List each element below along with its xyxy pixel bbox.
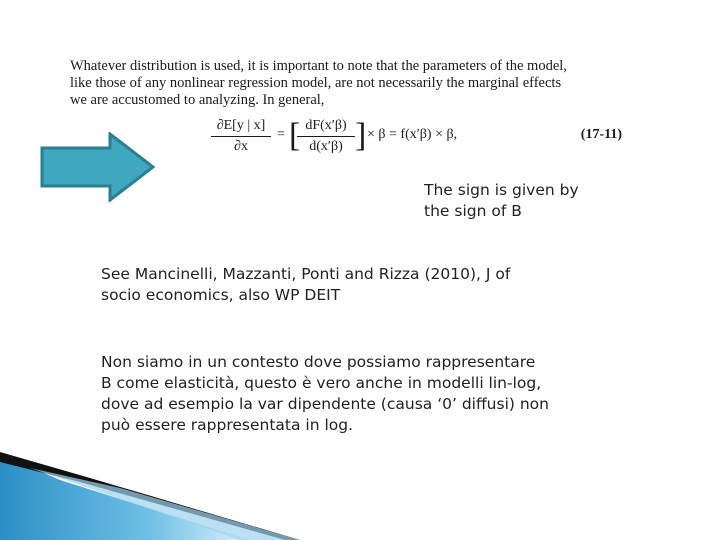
sign-note-line-2: the sign of B	[424, 202, 522, 220]
note-line-4: può essere rappresentata in log.	[101, 416, 354, 434]
equals-sign: =	[277, 127, 285, 142]
reference-text	[101, 264, 621, 306]
equation-rest: × β = f(x′β) × β,	[367, 127, 458, 142]
italian-note	[101, 352, 621, 436]
reference-line-1: See Mancinelli, Mazzanti, Ponti and Rizza (2010), J of	[101, 265, 511, 283]
rhs-denominator: d(x′β)	[309, 139, 343, 154]
textbook-excerpt	[70, 58, 630, 109]
right-arrow-icon	[40, 132, 156, 202]
excerpt-line-3: we are accustomed to analyzing. In general,	[70, 92, 325, 108]
note-line-2: B come elasticità, questo è vero anche in modelli lin-log,	[101, 374, 542, 392]
left-bracket: [	[289, 117, 301, 154]
sign-note	[424, 180, 624, 222]
lhs-numerator: ∂E[y | x]	[211, 118, 271, 137]
note-line-3: dove ad esempio la var dipendente (causa ‘0’ diffusi) non	[101, 395, 549, 413]
reference-line-2: socio economics, also WP DEIT	[101, 286, 341, 304]
right-bracket: ]	[355, 117, 367, 154]
decorative-corner-swoosh	[0, 440, 720, 540]
rhs-numerator: dF(x′β)	[297, 118, 355, 137]
lhs-denominator: ∂x	[234, 139, 248, 154]
sign-note-line-1: The sign is given by	[424, 181, 579, 199]
excerpt-line-2: like those of any nonlinear regression model, are not necessarily the marginal effects	[70, 75, 562, 91]
note-line-1: Non siamo in un contesto dove possiamo rappresentare	[101, 353, 536, 371]
lhs-fraction	[211, 118, 271, 155]
rhs-fraction	[297, 118, 355, 155]
marginal-effect-equation	[205, 116, 630, 160]
excerpt-line-1: Whatever distribution is used, it is important to note that the parameters of the model,	[70, 58, 567, 74]
equation-number: (17-11)	[580, 127, 622, 142]
